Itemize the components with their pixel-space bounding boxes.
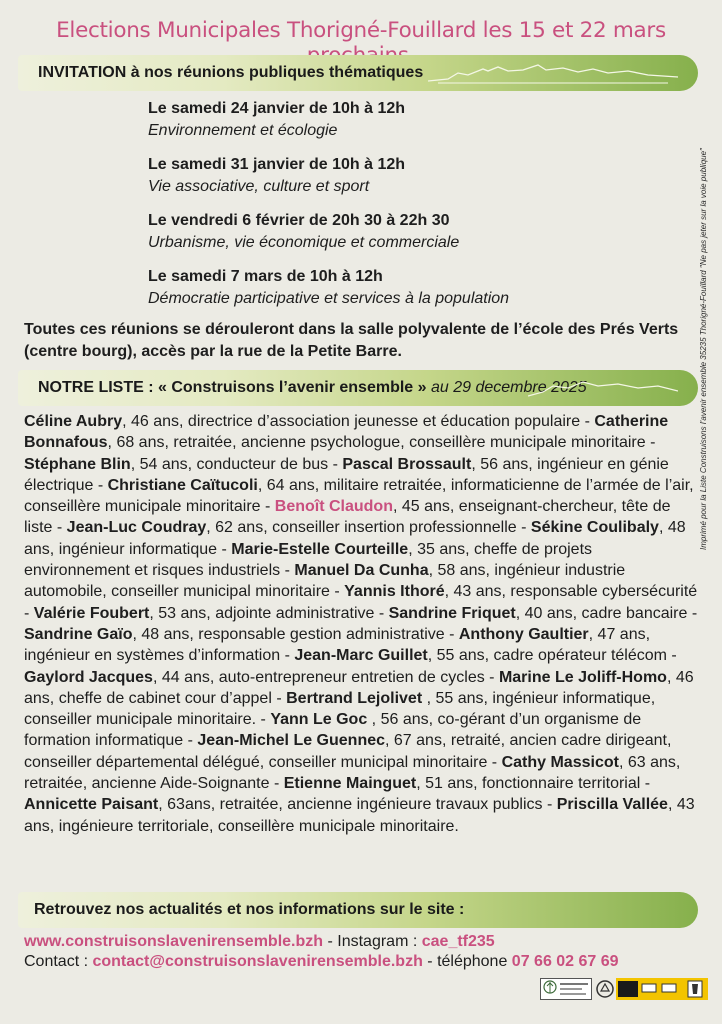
meeting-topic: Démocratie participative et services à la population	[148, 290, 510, 307]
list-banner	[18, 370, 698, 406]
candidate-name: Marie-Estelle Courteille	[231, 540, 409, 558]
town-skyline-icon	[428, 61, 678, 85]
meeting-date: Le vendredi 6 février de 20h 30 à 22h 30	[148, 212, 450, 229]
recycle-icon	[596, 978, 614, 1000]
candidate-desc: , 67 ans, retraité, ancien cadre dirigeant, conseiller départemental délégué, conseiller municipal minoritaire -	[24, 732, 672, 771]
meeting-item	[148, 98, 405, 142]
candidate-name: Etienne Mainguet	[283, 775, 417, 793]
candidate-name: Catherine Bonnafous	[24, 413, 669, 452]
candidate-desc: , 51 ans, fonctionnaire territorial -	[416, 775, 651, 793]
candidate-desc: , 43 ans, responsable cybersécurité -	[24, 583, 698, 622]
candidate-desc: , 54 ans, conducteur de bus -	[130, 455, 343, 473]
website-link[interactable]: www.construisonslavenirensemble.bzh	[24, 933, 324, 950]
candidate-name: Priscilla Vallée	[556, 796, 668, 814]
candidate-name: Céline Aubry	[24, 413, 123, 430]
candidate-desc: , 68 ans, retraitée, ancienne psychologue, conseillère municipale minoritaire -	[107, 434, 656, 452]
candidate-desc: , 46 ans, cheffe de cabinet cour d’appel -	[24, 668, 694, 707]
candidate-desc: , 48 ans, responsable gestion administrative -	[132, 625, 459, 643]
meeting-item	[148, 210, 459, 254]
candidate-desc: , 48 ans, ingénieur informatique -	[24, 519, 686, 558]
candidate-desc: , 55 ans, cadre opérateur télécom -	[427, 647, 677, 665]
candidate-desc: , 47 ans, ingénieur en systèmes d’information -	[24, 625, 651, 665]
candidate-name: Valérie Foubert	[33, 604, 150, 622]
candidate-name: Stéphane Blin	[24, 455, 131, 473]
candidate-name: Benoît Claudon	[274, 498, 393, 516]
instagram-label: - Instagram :	[323, 933, 422, 950]
phone-number[interactable]: 07 66 02 67 69	[511, 953, 619, 970]
candidate-name: Annicette Paisant	[24, 796, 159, 814]
candidate-name: Christiane Caïtucoli	[107, 476, 258, 494]
candidate-desc: , 63ans, retraitée, ancienne ingénieure travaux publics -	[158, 796, 557, 814]
candidate-desc: , 53 ans, adjointe administrative -	[149, 604, 389, 622]
candidate-name: Yannis Ithoré	[344, 583, 445, 601]
candidate-name: Jean-Luc Coudray	[66, 519, 207, 537]
invitation-banner	[18, 55, 698, 91]
candidate-desc: , 56 ans, ingénieur en génie électrique -	[24, 455, 669, 494]
instagram-link[interactable]: cae_tf235	[421, 933, 495, 950]
candidate-desc: , 56 ans, co-gérant d’un organisme de formation informatique -	[24, 711, 642, 750]
invitation-heading: INVITATION à nos réunions publiques thématiques	[38, 64, 424, 81]
footer-banner	[18, 892, 698, 928]
candidate-desc: , 63 ans, retraitée, ancienne Aide-Soignante -	[24, 753, 681, 793]
candidate-desc: , 43 ans, ingénieure territoriale, conseillère municipale minoritaire.	[24, 796, 695, 835]
candidate-desc: , 62 ans, conseiller insertion professionnelle -	[206, 519, 531, 537]
meeting-date: Le samedi 31 janvier de 10h à 12h	[148, 156, 406, 173]
candidate-desc: , 46 ans, directrice d’association jeunesse et éducation populaire -	[122, 413, 595, 430]
footer-contact	[24, 952, 619, 972]
candidate-name: Yann Le Goc	[270, 711, 368, 729]
candidate-name: Manuel Da Cunha	[294, 562, 429, 580]
triman-logo-icon	[616, 978, 708, 1000]
meeting-topic: Environnement et écologie	[148, 122, 338, 139]
contact-label: Contact :	[24, 953, 93, 970]
phone-label: - téléphone	[422, 953, 512, 970]
print-notice: Imprimé pour la Liste Construisons l’avenir ensemble 35235 Thorigné-Fouillard "Ne pas jeter sur la voie publique"	[699, 148, 708, 550]
page-title: Elections Municipales Thorigné-Fouillard les 15 et 22 mars	[56, 18, 666, 43]
location-note: Toutes ces réunions se dérouleront dans la salle polyvalente de l’école des Prés Verts (centre bourg), accès par la rue de la Petite Barre.	[24, 321, 679, 360]
footer-heading: Retrouvez nos actualités et nos informations sur le site :	[34, 901, 465, 918]
candidate-desc: , 45 ans, enseignant-chercheur, tête de liste -	[24, 498, 671, 537]
candidate-name: Bertrand Lejolivet	[286, 689, 423, 707]
candidate-name: Gaylord Jacques	[24, 668, 153, 686]
meeting-topic: Vie associative, culture et sport	[148, 178, 370, 195]
candidate-desc: , 58 ans, ingénieur industrie automobile, conseiller municipal minoritaire -	[24, 562, 626, 601]
meeting-item	[148, 154, 405, 198]
candidate-name: Sandrine Gaïo	[24, 625, 133, 643]
meeting-date: Le samedi 24 janvier de 10h à 12h	[148, 100, 406, 117]
list-title: NOTRE LISTE : « Construisons l’avenir ensemble »	[38, 379, 427, 396]
meeting-topic: Urbanisme, vie économique et commerciale	[148, 234, 460, 251]
fsc-logo-icon	[540, 978, 592, 1000]
candidate-name: Sékine Coulibaly	[530, 519, 659, 537]
candidate-list	[24, 411, 698, 837]
candidate-name: Sandrine Friquet	[388, 604, 516, 622]
list-date: au 29 decembre 2025	[431, 379, 587, 396]
list-heading	[38, 370, 587, 406]
candidate-name: Jean-Marc Guillet	[294, 647, 428, 665]
candidate-name: Cathy Massicot	[501, 753, 619, 771]
meeting-item	[148, 266, 509, 310]
footer-links	[24, 932, 495, 952]
candidate-name: Marine Le Joliff-Homo	[498, 668, 667, 686]
candidate-name: Jean-Michel Le Guennec	[197, 732, 386, 750]
candidate-desc: , 44 ans, auto-entrepreneur entretien de cycles -	[152, 668, 499, 686]
candidate-desc: , 55 ans, ingénieur informatique, conseiller municipale minoritaire. -	[24, 689, 656, 729]
candidate-desc: , 64 ans, militaire retraitée, informaticienne de l’armée de l’air, conseillère municipale minoritaire -	[24, 476, 694, 516]
candidate-desc: , 35 ans, cheffe de projets environnement et risques industriels -	[24, 540, 593, 580]
town-skyline-icon	[528, 376, 678, 400]
meeting-date: Le samedi 7 mars de 10h à 12h	[148, 268, 383, 285]
candidate-desc: , 40 ans, cadre bancaire -	[515, 604, 698, 622]
candidate-name: Pascal Brossault	[342, 455, 472, 473]
email-link[interactable]: contact@construisonslavenirensemble.bzh	[92, 953, 423, 970]
candidate-name: Anthony Gaultier	[458, 625, 589, 643]
